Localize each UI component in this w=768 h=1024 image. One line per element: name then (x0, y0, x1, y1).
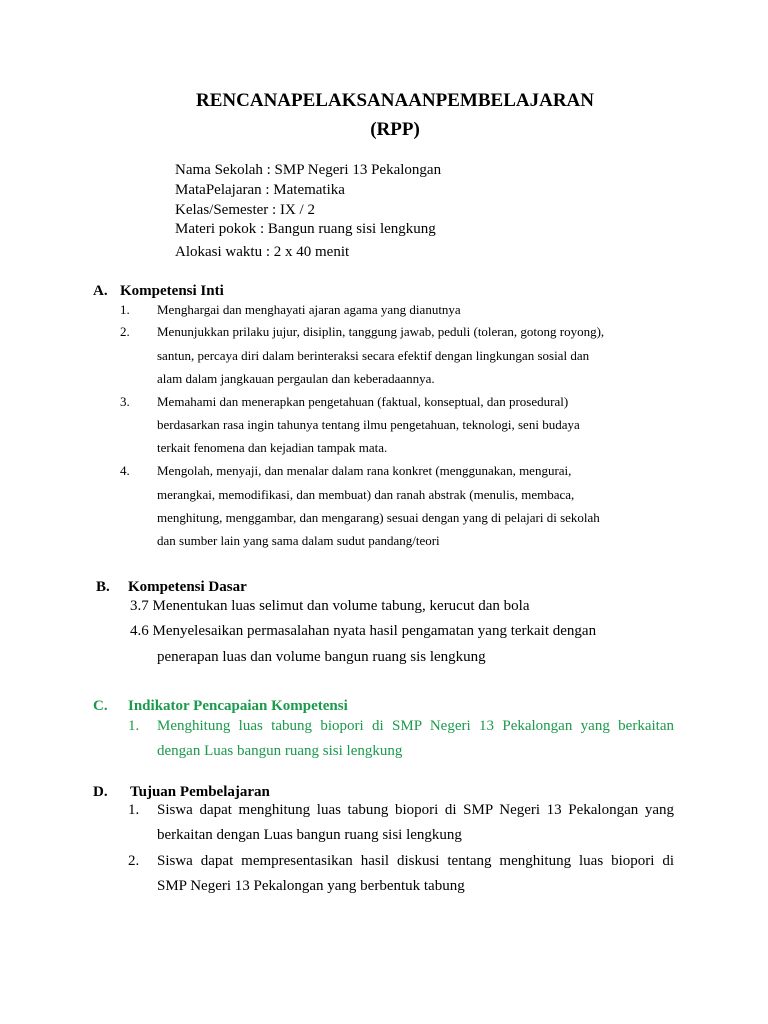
ki-item-4-line: dan sumber lain yang sama dalam sudut pandang/teori (157, 533, 440, 548)
goal-item-1-line: Siswa dapat menghitung luas tabung biopori di SMP Negeri 13 Pekalongan yang (157, 802, 674, 818)
document-title: RENCANAPELAKSANAANPEMBELAJARAN (196, 90, 594, 111)
ki-item-2-line: Menunjukkan prilaku jujur, disiplin, tanggung jawab, peduli (toleran, gotong royong), (157, 324, 605, 339)
document-subtitle: (RPP) (370, 119, 420, 140)
goal-item-1-number: 1. (128, 802, 140, 818)
kd-item-4-6: 4.6 Menyelesaikan permasalahan nyata hasil pengamatan yang terkait dengan (130, 623, 597, 639)
ki-item-2-number: 2. (120, 324, 130, 339)
info-main-material: Materi pokok : Bangun ruang sisi lengkung (175, 221, 436, 237)
ki-item-3-line: terkait fenomena dan kejadian tampak mata. (157, 440, 388, 455)
ki-item-4-line: menghitung, menggambar, dan mengarang) sesuai dengan yang di pelajari di sekolah (157, 510, 600, 525)
info-class-semester: Kelas/Semester : IX / 2 (175, 202, 315, 218)
ki-item-4-number: 4. (120, 463, 130, 478)
goal-item-1-continuation: berkaitan dengan Luas bangun ruang sisi lengkung (157, 827, 462, 843)
goal-item-2-number: 2. (128, 853, 140, 869)
ki-item-3-line: berdasarkan rasa ingin tahunya tentang ilmu pengetahuan, teknologi, seni budaya (157, 417, 580, 432)
info-subject: MataPelajaran : Matematika (175, 182, 345, 198)
goal-item-2-continuation: SMP Negeri 13 Pekalongan yang berbentuk tabung (157, 878, 465, 894)
section-b-letter: B. (96, 579, 110, 595)
section-d-title: Tujuan Pembelajaran (130, 784, 270, 800)
ki-item-4-line: merangkai, memodifikasi, dan membuat) dan ranah abstrak (menulis, membaca, (157, 487, 575, 502)
info-time-allocation: Alokasi waktu : 2 x 40 menit (175, 244, 350, 260)
indicator-item-1-continuation: dengan Luas bangun ruang sisi lengkung (157, 743, 403, 759)
kd-item-3-7: 3.7 Menentukan luas selimut dan volume tabung, kerucut dan bola (130, 598, 530, 614)
info-school: Nama Sekolah : SMP Negeri 13 Pekalongan (175, 162, 442, 178)
section-b-title: Kompetensi Dasar (128, 579, 247, 595)
indicator-item-1-line: Menghitung luas tabung biopori di SMP Negeri 13 Pekalongan yang berkaitan (157, 718, 674, 734)
ki-item-3-number: 3. (120, 394, 130, 409)
section-a-title: Kompetensi Inti (120, 283, 224, 299)
kd-item-4-6-continuation: penerapan luas dan volume bangun ruang sis lengkung (157, 649, 486, 665)
goal-item-2-line: Siswa dapat mempresentasikan hasil diskusi tentang menghitung luas biopori di (157, 853, 674, 869)
section-c-title: Indikator Pencapaian Kompetensi (128, 698, 348, 714)
ki-item-2-line: santun, percaya diri dalam berinteraksi secara efektif dengan lingkungan sosial dan (157, 348, 590, 363)
ki-item-1-number: 1. (120, 302, 130, 317)
ki-item-4-line: Mengolah, menyaji, dan menalar dalam rana konkret (menggunakan, mengurai, (157, 463, 572, 478)
indicator-item-1-number: 1. (128, 718, 140, 734)
ki-item-2-line: alam dalam jangkauan pergaulan dan keberadaannya. (157, 371, 435, 386)
section-a-letter: A. (93, 283, 108, 299)
section-c-letter: C. (93, 698, 108, 714)
section-d-letter: D. (93, 784, 108, 800)
ki-item-3-line: Memahami dan menerapkan pengetahuan (faktual, konseptual, dan prosedural) (157, 394, 569, 409)
ki-item-1-line: Menghargai dan menghayati ajaran agama yang dianutnya (157, 302, 461, 317)
